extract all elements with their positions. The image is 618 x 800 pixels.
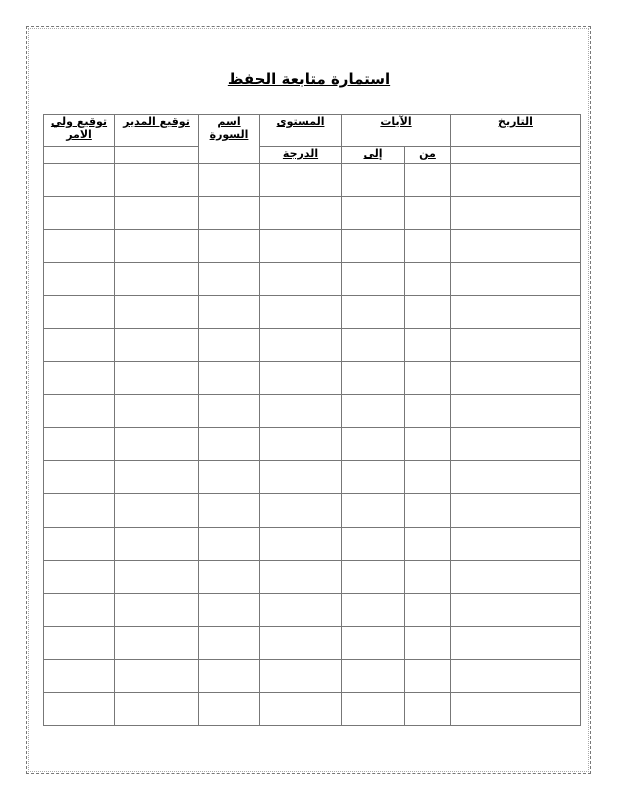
- cell-grade[interactable]: [260, 560, 342, 593]
- cell-principal[interactable]: [115, 593, 199, 626]
- cell-principal[interactable]: [115, 395, 199, 428]
- cell-guardian[interactable]: [44, 494, 115, 527]
- cell-date[interactable]: [451, 329, 581, 362]
- cell-date[interactable]: [451, 626, 581, 659]
- cell-principal[interactable]: [115, 164, 199, 197]
- cell-guardian[interactable]: [44, 296, 115, 329]
- cell-guardian[interactable]: [44, 692, 115, 725]
- header-from: من: [405, 147, 451, 164]
- cell-to[interactable]: [342, 296, 405, 329]
- cell-surah[interactable]: [199, 494, 260, 527]
- cell-principal[interactable]: [115, 197, 199, 230]
- cell-from[interactable]: [405, 230, 451, 263]
- cell-to[interactable]: [342, 197, 405, 230]
- cell-principal[interactable]: [115, 626, 199, 659]
- table-row: [44, 296, 581, 329]
- header-principal-sub: [115, 147, 199, 164]
- cell-from[interactable]: [405, 593, 451, 626]
- cell-surah[interactable]: [199, 626, 260, 659]
- cell-to[interactable]: [342, 560, 405, 593]
- cell-grade[interactable]: [260, 296, 342, 329]
- cell-date[interactable]: [451, 296, 581, 329]
- table-row: [44, 428, 581, 461]
- cell-grade[interactable]: [260, 494, 342, 527]
- cell-grade[interactable]: [260, 164, 342, 197]
- cell-guardian[interactable]: [44, 659, 115, 692]
- cell-from[interactable]: [405, 296, 451, 329]
- cell-surah[interactable]: [199, 692, 260, 725]
- cell-surah[interactable]: [199, 329, 260, 362]
- table-row: [44, 395, 581, 428]
- cell-date[interactable]: [451, 659, 581, 692]
- table-row: [44, 560, 581, 593]
- cell-principal[interactable]: [115, 494, 199, 527]
- cell-guardian[interactable]: [44, 560, 115, 593]
- cell-grade[interactable]: [260, 692, 342, 725]
- cell-from[interactable]: [405, 395, 451, 428]
- cell-surah[interactable]: [199, 659, 260, 692]
- cell-from[interactable]: [405, 461, 451, 494]
- cell-grade[interactable]: [260, 593, 342, 626]
- cell-grade[interactable]: [260, 329, 342, 362]
- cell-surah[interactable]: [199, 395, 260, 428]
- header-surah-name: اسم السورة: [199, 115, 260, 164]
- cell-guardian[interactable]: [44, 263, 115, 296]
- cell-surah[interactable]: [199, 560, 260, 593]
- cell-from[interactable]: [405, 560, 451, 593]
- cell-principal[interactable]: [115, 527, 199, 560]
- cell-guardian[interactable]: [44, 428, 115, 461]
- cell-from[interactable]: [405, 692, 451, 725]
- header-to: إلى: [342, 147, 405, 164]
- cell-to[interactable]: [342, 494, 405, 527]
- cell-principal[interactable]: [115, 659, 199, 692]
- cell-surah[interactable]: [199, 230, 260, 263]
- cell-date[interactable]: [451, 164, 581, 197]
- cell-surah[interactable]: [199, 527, 260, 560]
- cell-principal[interactable]: [115, 560, 199, 593]
- cell-grade[interactable]: [260, 230, 342, 263]
- cell-guardian[interactable]: [44, 329, 115, 362]
- cell-grade[interactable]: [260, 626, 342, 659]
- table-row: [44, 626, 581, 659]
- cell-guardian[interactable]: [44, 461, 115, 494]
- table-row: [44, 659, 581, 692]
- cell-to[interactable]: [342, 362, 405, 395]
- header-guardian-signature: توقيع ولي الامر: [44, 115, 115, 147]
- cell-to[interactable]: [342, 164, 405, 197]
- cell-to[interactable]: [342, 527, 405, 560]
- cell-to[interactable]: [342, 461, 405, 494]
- cell-principal[interactable]: [115, 461, 199, 494]
- cell-grade[interactable]: [260, 197, 342, 230]
- cell-principal[interactable]: [115, 428, 199, 461]
- cell-grade[interactable]: [260, 461, 342, 494]
- cell-surah[interactable]: [199, 593, 260, 626]
- cell-grade[interactable]: [260, 362, 342, 395]
- cell-surah[interactable]: [199, 197, 260, 230]
- cell-guardian[interactable]: [44, 164, 115, 197]
- table-row: [44, 263, 581, 296]
- table-row: [44, 692, 581, 725]
- cell-guardian[interactable]: [44, 527, 115, 560]
- cell-from[interactable]: [405, 263, 451, 296]
- cell-to[interactable]: [342, 329, 405, 362]
- header-verses: الآيات: [342, 115, 451, 147]
- cell-from[interactable]: [405, 428, 451, 461]
- form-title: استمارة متابعة الحفظ: [227, 70, 391, 88]
- cell-grade[interactable]: [260, 428, 342, 461]
- cell-surah[interactable]: [199, 461, 260, 494]
- cell-guardian[interactable]: [44, 626, 115, 659]
- memorization-table: [43, 114, 581, 726]
- cell-surah[interactable]: [199, 296, 260, 329]
- cell-principal[interactable]: [115, 692, 199, 725]
- table-row: [44, 527, 581, 560]
- cell-surah[interactable]: [199, 362, 260, 395]
- cell-to[interactable]: [342, 428, 405, 461]
- cell-to[interactable]: [342, 230, 405, 263]
- cell-surah[interactable]: [199, 263, 260, 296]
- cell-to[interactable]: [342, 263, 405, 296]
- header-level: المستوى: [260, 115, 342, 147]
- cell-date[interactable]: [451, 263, 581, 296]
- cell-date[interactable]: [451, 692, 581, 725]
- cell-guardian[interactable]: [44, 593, 115, 626]
- header-principal-signature: توقيع المدير: [115, 115, 199, 147]
- table-row: [44, 230, 581, 263]
- table-row: [44, 362, 581, 395]
- cell-principal[interactable]: [115, 296, 199, 329]
- cell-guardian[interactable]: [44, 230, 115, 263]
- cell-to[interactable]: [342, 659, 405, 692]
- cell-date[interactable]: [451, 197, 581, 230]
- table-row: [44, 329, 581, 362]
- cell-date[interactable]: [451, 527, 581, 560]
- cell-surah[interactable]: [199, 164, 260, 197]
- header-date: التاريخ: [451, 115, 581, 147]
- cell-date[interactable]: [451, 362, 581, 395]
- cell-date[interactable]: [451, 560, 581, 593]
- cell-grade[interactable]: [260, 263, 342, 296]
- cell-date[interactable]: [451, 395, 581, 428]
- cell-guardian[interactable]: [44, 362, 115, 395]
- cell-to[interactable]: [342, 626, 405, 659]
- cell-principal[interactable]: [115, 230, 199, 263]
- cell-grade[interactable]: [260, 659, 342, 692]
- header-guardian-sub: [44, 147, 115, 164]
- header-date-sub: [451, 147, 581, 164]
- cell-from[interactable]: [405, 362, 451, 395]
- cell-guardian[interactable]: [44, 197, 115, 230]
- cell-date[interactable]: [451, 230, 581, 263]
- cell-grade[interactable]: [260, 527, 342, 560]
- cell-from[interactable]: [405, 329, 451, 362]
- table-row: [44, 164, 581, 197]
- table-row: [44, 461, 581, 494]
- cell-principal[interactable]: [115, 329, 199, 362]
- cell-from[interactable]: [405, 197, 451, 230]
- table-row: [44, 593, 581, 626]
- cell-date[interactable]: [451, 461, 581, 494]
- cell-grade[interactable]: [260, 395, 342, 428]
- cell-from[interactable]: [405, 527, 451, 560]
- table-row: [44, 197, 581, 230]
- cell-from[interactable]: [405, 164, 451, 197]
- cell-date[interactable]: [451, 428, 581, 461]
- cell-from[interactable]: [405, 494, 451, 527]
- cell-guardian[interactable]: [44, 395, 115, 428]
- cell-from[interactable]: [405, 659, 451, 692]
- cell-principal[interactable]: [115, 263, 199, 296]
- cell-surah[interactable]: [199, 428, 260, 461]
- cell-to[interactable]: [342, 692, 405, 725]
- cell-from[interactable]: [405, 626, 451, 659]
- cell-principal[interactable]: [115, 362, 199, 395]
- cell-date[interactable]: [451, 494, 581, 527]
- header-grade: الدرجة: [260, 147, 342, 164]
- cell-to[interactable]: [342, 593, 405, 626]
- table-row: [44, 494, 581, 527]
- cell-to[interactable]: [342, 395, 405, 428]
- cell-date[interactable]: [451, 593, 581, 626]
